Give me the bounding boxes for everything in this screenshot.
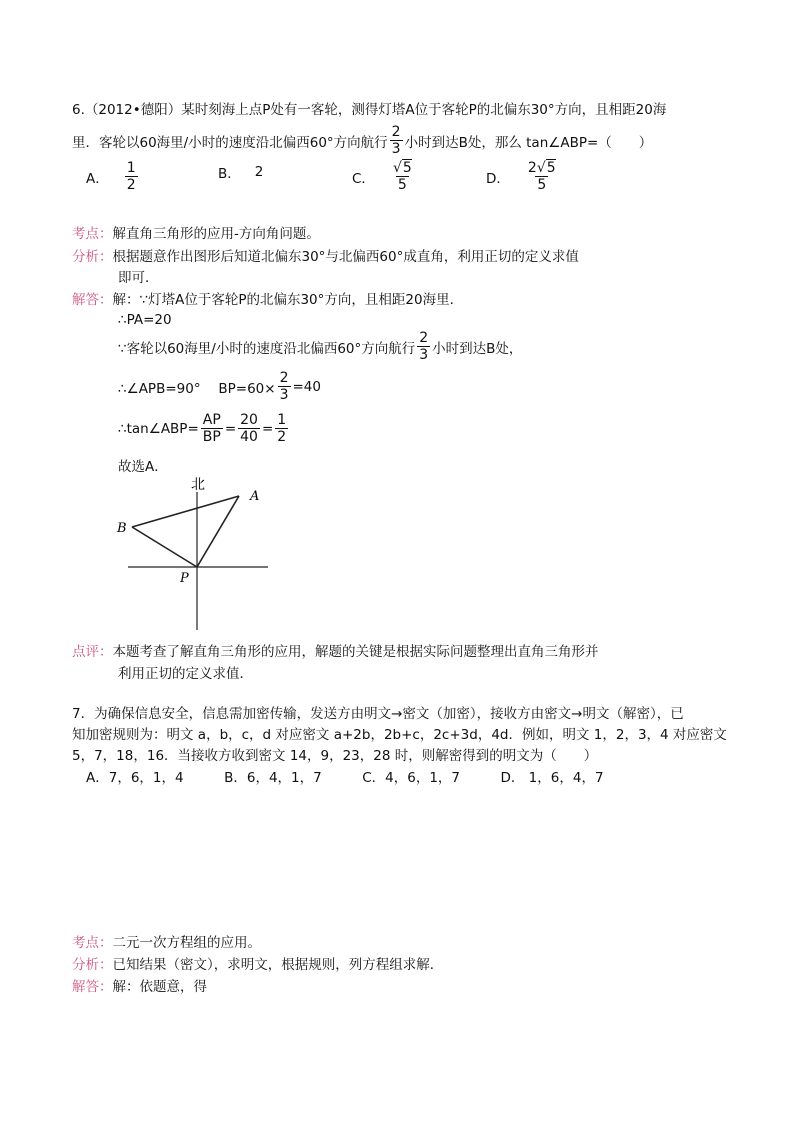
sol6-step-apb-frac: [278, 370, 291, 403]
sol7-jieda-label: 解答：: [72, 979, 113, 995]
sol6-fenxi-line1: 根据题意作出图形后知道北偏东30°与北偏西60°成直角，利用正切的定义求值: [112, 249, 579, 265]
q6-line2-a: 里．客轮以60海里/小时的速度沿北偏西60°方向航行: [72, 134, 388, 151]
sol6-tan-1: 1: [277, 412, 287, 428]
sol6-step-apb-text: ∴∠APB=90° BP=60×: [118, 380, 276, 397]
q6-option-b: [218, 162, 263, 182]
sol6-step-apb-den: 3: [279, 387, 289, 403]
sol6-tan-20: 20: [240, 412, 258, 428]
q6-option-c-letter: C．: [352, 170, 375, 187]
sol6-tan-bp: BP: [202, 429, 221, 445]
sol6-step-move-den: 3: [419, 347, 429, 363]
sol6-step-move: [118, 330, 522, 363]
sol6-step-move-frac: [417, 330, 430, 363]
q6-option-d-sqrt: 5: [546, 160, 556, 176]
q6-option-d-num: 2√5: [527, 160, 556, 176]
sol7-kaodian-text: 二元一次方程组的应用。: [112, 935, 261, 951]
sol6-tan-frac-1-2: [275, 412, 288, 445]
sol6-tan-frac-ap-bp: [201, 412, 223, 445]
sol6-kaodian-text: 解直角三角形的应用-方向角问题。: [112, 226, 320, 242]
label-b: B: [117, 521, 127, 536]
q6-option-b-letter: B．: [218, 166, 241, 182]
sol6-fenxi-line2: 即可．: [118, 270, 159, 286]
q6-option-a-num: 1: [126, 160, 136, 176]
q6-line2: [72, 124, 652, 157]
label-north: 北: [191, 477, 205, 493]
q6-option-d-letter: D．: [486, 170, 510, 187]
q6-option-d-frac: [526, 160, 558, 193]
sol6-kaodian-label: 考点：: [72, 226, 113, 242]
q6-option-c: [352, 160, 416, 193]
q7-line2: 知加密规则为：明文 a，b，c，d 对应密文 a+2b，2b+c，2c+3d，4d．例如，明文 1，2，3，4 对应密文: [72, 727, 727, 743]
sol6-step-move-num: 2: [419, 330, 429, 346]
sol7-fenxi: [72, 953, 443, 973]
q6-option-a: [86, 160, 140, 193]
q7-line3: 5，7，18，16．当接收方收到密文 14，9，23，28 时，则解密得到的明文为（ ）: [72, 748, 598, 764]
sol7-kaodian: [72, 931, 261, 951]
sol6-jieda: [72, 288, 463, 308]
sol6-kaodian: [72, 222, 320, 242]
q6-option-d-coef: 2: [527, 160, 537, 176]
q6-line2-b: 小时到达B处，那么 tan∠ABP=（ ）: [404, 134, 653, 151]
sol7-jieda-text: 解：依题意，得: [112, 979, 207, 995]
q6-frac-den: 3: [391, 141, 401, 157]
sol6-step-tan: [118, 412, 290, 445]
sol7-kaodian-label: 考点：: [72, 935, 113, 951]
sol6-pingping-label: 点评：: [72, 644, 113, 660]
sol6-pingping: [72, 640, 599, 660]
q7-options: A．7，6，1，4 B．6，4，1，7 C．4，6，1，7 D． 1，6，4，7: [86, 770, 604, 786]
q6-option-c-frac: [391, 160, 414, 193]
sol6-step-move-b: 小时到达B处，: [432, 340, 523, 357]
q6-option-a-den: 2: [126, 177, 136, 193]
sol6-step-tan-text: ∴tan∠ABP=: [118, 420, 199, 437]
label-a: A: [250, 489, 260, 504]
q6-option-c-sqrt: 5: [402, 160, 412, 176]
q6-option-d: [486, 160, 560, 193]
sol6-tan-frac-20-40: [238, 412, 260, 445]
sol6-jieda-line1: 解：∵灯塔A位于客轮P的北偏东30°方向，且相距20海里．: [112, 292, 464, 308]
sol6-tan-40: 40: [240, 429, 258, 445]
q6-frac-num: 2: [391, 124, 401, 140]
q6-option-b-text: 2: [254, 164, 264, 180]
sol7-fenxi-text: 已知结果（密文），求明文，根据规则，列方程组求解．: [112, 957, 444, 973]
q6-line1: 6.（2012•德阳）某时刻海上点P处有一客轮，测得灯塔A位于客轮P的北偏东30°方向，且相距20海: [72, 102, 667, 118]
sol7-jieda: [72, 975, 207, 995]
segment-pb: [132, 527, 197, 567]
sol6-choose: 故选A．: [118, 459, 168, 475]
sol6-step-apb-num: 2: [279, 370, 289, 386]
q6-option-a-letter: A．: [86, 170, 109, 187]
sol6-step-pa: ∴PA=20: [118, 312, 172, 328]
sol6-fenxi-label: 分析：: [72, 249, 113, 265]
sol6-tan-eq2: =: [261, 420, 274, 437]
sol6-fenxi: [72, 245, 579, 265]
q6-option-a-frac: [125, 160, 138, 193]
q6-fraction: [390, 124, 403, 157]
label-p: P: [180, 571, 189, 586]
sol7-fenxi-label: 分析：: [72, 957, 113, 973]
q6-option-c-den: 5: [397, 177, 407, 193]
sol6-step-apb-end: =40: [292, 378, 321, 395]
q6-option-d-den: 5: [537, 177, 547, 193]
q6-option-c-num: √5: [392, 160, 412, 176]
sol6-step-apb: [118, 370, 321, 403]
segment-ab: [132, 496, 239, 527]
sol6-tan-eq1: =: [224, 420, 237, 437]
sol6-pingping-line2: 利用正切的定义求值．: [118, 666, 253, 682]
sol6-tan-ap: AP: [202, 412, 221, 428]
sol6-step-move-a: ∵客轮以60海里/小时的速度沿北偏西60°方向航行: [118, 340, 416, 357]
segment-pa: [197, 496, 239, 567]
sol6-jieda-label: 解答：: [72, 292, 113, 308]
sol6-pingping-line1: 本题考查了解直角三角形的应用，解题的关键是根据实际问题整理出直角三角形并: [112, 644, 599, 660]
sol6-tan-2: 2: [277, 429, 287, 445]
q7-line1: 7．为确保信息安全，信息需加密传输，发送方由明文→密文（加密），接收方由密文→明文（解密），已: [72, 706, 684, 722]
